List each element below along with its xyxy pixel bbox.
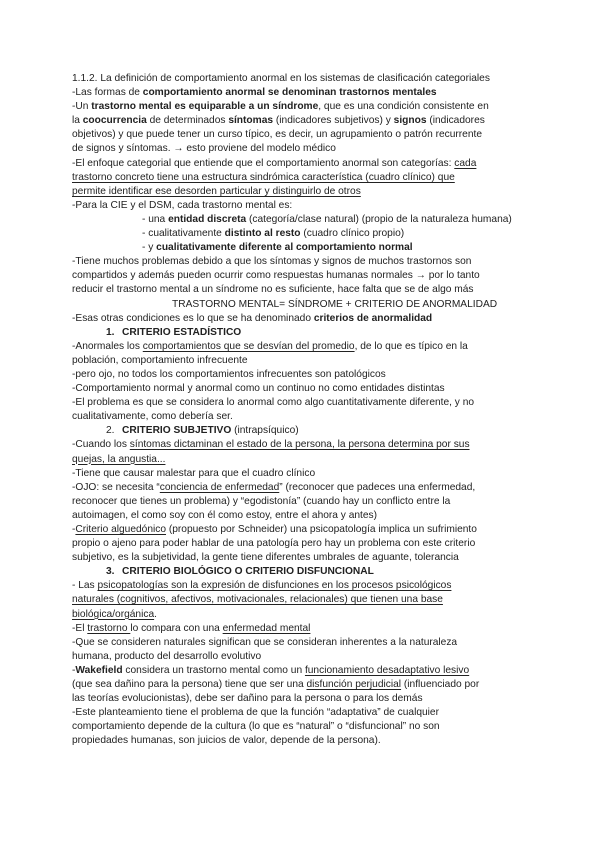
- text-line: trastorno concreto tiene una estructura sindrómica característica (cuadro clínico) que: [72, 171, 455, 183]
- formula-line: TRASTORNO MENTAL= SÍNDROME + CRITERIO DE ANORMALIDAD: [172, 298, 498, 310]
- list-item: - una entidad discreta (categoría/clase natural) (propio de la naturaleza humana): [142, 213, 512, 225]
- criterion-heading: 2. CRITERIO SUBJETIVO (intrapsíquico): [106, 425, 299, 437]
- text-line: -Wakefield considera un trastorno mental como un funcionamiento desadaptativo lesivo: [72, 664, 470, 676]
- text-line: la coocurrencia de determinados síntomas (indicadores subjetivos) y signos (indicadores: [72, 115, 485, 127]
- text-line: -Las formas de comportamiento anormal se denominan trastornos mentales: [72, 87, 437, 99]
- text-line: permite identificar ese desorden particular y distinguirlo de otros: [72, 185, 361, 197]
- list-item: - y cualitativamente diferente al comportamiento normal: [142, 242, 413, 254]
- text-line: subjetivo, es la subjetividad, la gente tiene diferentes umbrales de aguante, tolerancia: [72, 552, 459, 564]
- text-line: -pero ojo, no todos los comportamientos infrecuentes son patológicos: [72, 368, 386, 380]
- text-line: -Que se consideren naturales significan que se consideran inherentes a la naturaleza: [72, 636, 458, 648]
- text-line: - Las psicopatologías son la expresión de disfunciones en los procesos psicológicos: [72, 580, 452, 592]
- text-line: -Anormales los comportamientos que se desvían del promedio, de lo que es típico en la: [72, 340, 468, 352]
- text-line: -Criterio alguedónico (propuesto por Schneider) una psicopatología implica un sufrimiento: [72, 524, 477, 535]
- text-line: -El trastorno lo compara con una enfermedad mental: [72, 622, 311, 634]
- list-item: - cualitativamente distinto al resto (cuadro clínico propio): [142, 228, 405, 240]
- text-line: comportamiento depende de la cultura (lo que es “natural” o “disfuncional” no son: [72, 721, 440, 733]
- criterion-heading: 1. CRITERIO ESTADÍSTICO: [106, 326, 242, 338]
- text-line: biológica/orgánica.: [72, 608, 157, 620]
- text-line: humana, producto del desarrollo evolutivo: [72, 650, 262, 662]
- text-line: de signos y síntomas. → esto proviene del modelo médico: [72, 143, 336, 155]
- text-line: propiedades humanas, son juicios de valor, depende de la persona).: [72, 735, 381, 747]
- text-line: -Este planteamiento tiene el problema de que la función “adaptativa” de cualquier: [72, 707, 439, 719]
- text-line: -Para la CIE y el DSM, cada trastorno mental es:: [72, 199, 293, 211]
- section-heading: 1.1.2. La definición de comportamiento anormal en los sistemas de clasificación categoriales: [72, 73, 490, 84]
- text-line: -Un trastorno mental es equiparable a un síndrome, que es una condición consistente en: [72, 101, 489, 113]
- text-line: -Esas otras condiciones es lo que se ha denominado criterios de anormalidad: [72, 312, 433, 324]
- text-line: -El problema es que se considera lo anormal como algo cuantitativamente diferente, y no: [72, 397, 475, 409]
- text-line: -Cuando los síntomas dictaminan el estado de la persona, la persona determina por sus: [72, 439, 470, 451]
- text-line: -Tiene que causar malestar para que el cuadro clínico: [72, 467, 316, 479]
- text-line: compartidos y además pueden ocurrir como respuestas humanas normales → por lo tanto: [72, 270, 480, 282]
- text-line: -El enfoque categorial que entiende que el comportamiento anormal son categorías: cada: [72, 157, 477, 169]
- document-body: [72, 72, 532, 749]
- text-line: -Tiene muchos problemas debido a que los síntomas y signos de muchos trastornos son: [72, 256, 472, 268]
- text-line: población, comportamiento infrecuente: [72, 354, 248, 366]
- text-line: reconocer que tienes un problema) y “egodistonía” (cuando hay un conflicto entre la: [72, 495, 451, 507]
- text-line: reducir el trastorno mental a un síndrome no es suficiente, hace falta que se de algo más: [72, 284, 474, 296]
- text-line: -Comportamiento normal y anormal como un continuo no como entidades distintas: [72, 383, 445, 395]
- text-line: quejas, la angustia...: [72, 453, 166, 465]
- text-line: autoimagen, el como soy con él como estoy, entre el ahora y antes): [72, 509, 378, 521]
- text-line: objetivos) y que puede tener un curso típico, es decir, un agrupamiento o patrón recurrente: [72, 129, 483, 141]
- text-line: propio o ajeno para poder hablar de una patología pero hay un problema con este criterio: [72, 538, 476, 550]
- text-line: las teorías evolucionistas), debe ser dañino para la persona o para los demás: [72, 693, 423, 705]
- text-line: (que sea dañino para la persona) tiene que ser una disfunción perjudicial (influenciado por: [72, 679, 480, 691]
- text-line: cualitativamente, como debería ser.: [72, 411, 233, 423]
- criterion-heading: 3. CRITERIO BIOLÓGICO O CRITERIO DISFUNCIONAL: [106, 566, 374, 578]
- text-line: -OJO: se necesita “conciencia de enfermedad” (reconocer que padeces una enfermedad,: [72, 481, 476, 493]
- text-line: naturales (cognitivos, afectivos, motivacionales, relacionales) que tienen una base: [72, 594, 443, 606]
